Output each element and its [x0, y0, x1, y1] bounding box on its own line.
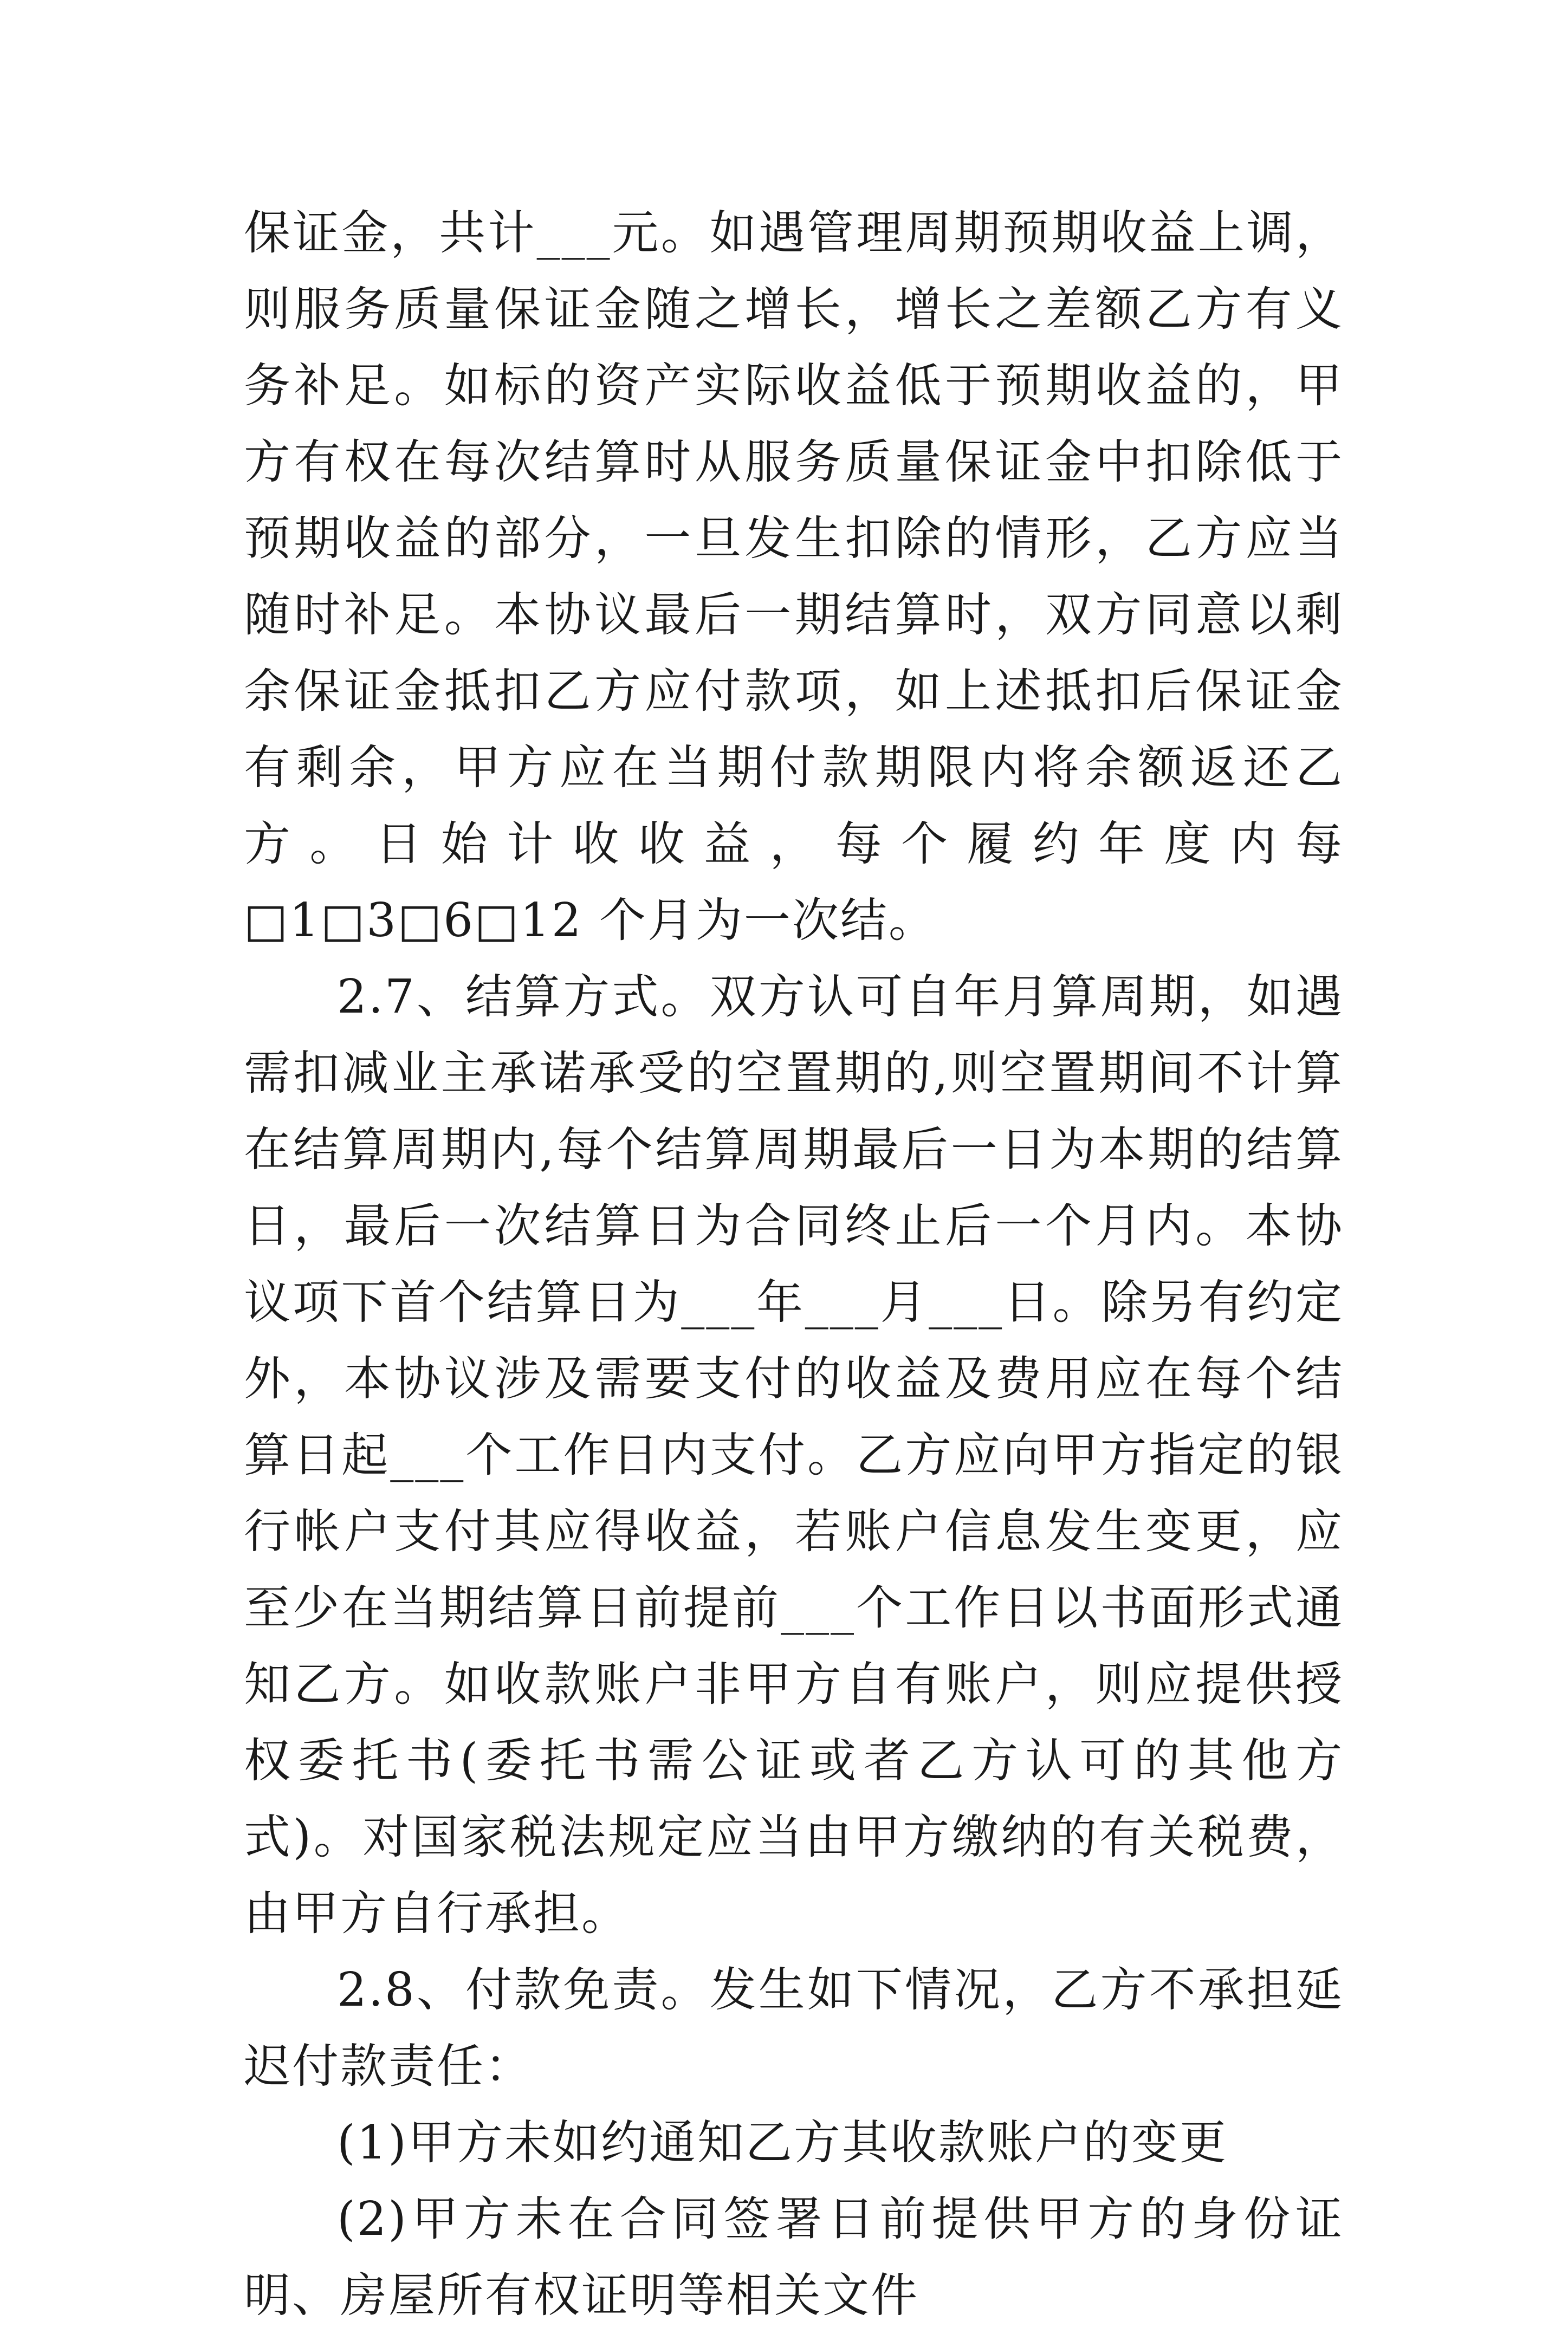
list-item-exemption-1: (1)甲方未如约通知乙方其收款账户的变更 [337, 2116, 1228, 2170]
document-body [244, 195, 1344, 2334]
paragraph-deposit: 保证金，共计___元。如遇管理周期预期收益上调，则服务质量保证金随之增长，增长之差额乙方有义务补足。如标的资产实际收益低于预期收益的，甲方有权在每次结算时从服务质量保证金中扣除低于预期收益的部分，一旦发生扣除的情形，乙方应当随时补足。本协议最后一期结算时，双方同意以剩余保证金抵扣乙方应付款项，如上述抵扣后保证金有剩余，甲方应在当期付款期限内将余额返还乙方。日始计收收益，每个履约年度内每□1□3□6□12 个月为一次结。 [244, 206, 1344, 948]
list-item-exemption-2: (2)甲方未在合同签署日前提供甲方的身份证明、房屋所有权证明等相关文件 [244, 2192, 1344, 2323]
paragraph-payment-exemption: 2.8、付款免责。发生如下情况，乙方不承担延迟付款责任： [244, 1963, 1344, 2093]
paragraph-settlement-method: 2.7、结算方式。双方认可自年月算周期，如遇需扣减业主承诺承受的空置期的,则空置期间不计算在结算周期内,每个结算周期最后一日为本期的结算日，最后一次结算日为合同终止后一个月内。本协议项下首个结算日为___年___月___日。除另有约定外，本协议涉及需要支付的收益及费用应在每个结算日起___个工作日内支付。乙方应向甲方指定的银行帐户支付其应得收益，若账户信息发生变更，应至少在当期结算日前提前___个工作日以书面形式通知乙方。如收款账户非甲方自有账户，则应提供授权委托书(委托书需公证或者乙方认可的其他方式)。对国家税法规定应当由甲方缴纳的有关税费，由甲方自行承担。 [244, 970, 1344, 1941]
